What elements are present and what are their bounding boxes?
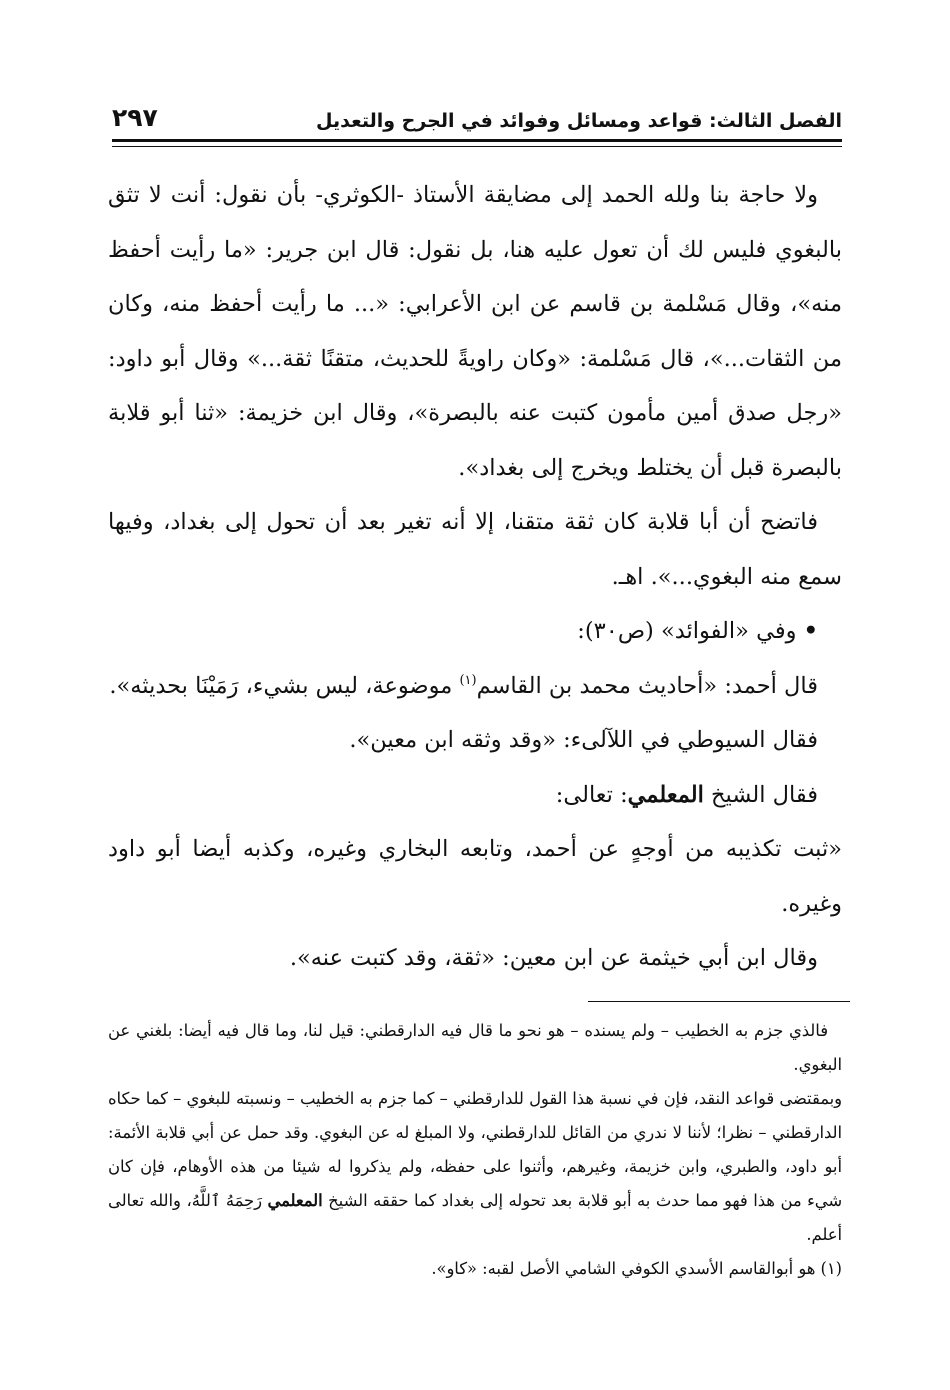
bullet-mark: •: [803, 618, 818, 644]
footnote-continuation-b: [108, 1082, 842, 1252]
footnote-1: (١) هو أبوالقاسم الأسدي الكوفي الشامي الأصل لقبه: «كاو».: [431, 1259, 842, 1278]
ahmad-text-after: موضوعة، ليس بشيء، رَمَيْنَا بحديثه».: [109, 672, 460, 699]
note-b-before: وبمقتضى قواعد النقد، فإن في نسبة هذا القول للدارقطني – كما جزم به الخطيب – ونسبته للبغوي – كما حكاه الدارقطني – نظرا؛ لأننا لا ندري من القائل للدارقطني، ولا المبلغ له عن البغوي. وقد حمل عن أبي قلابة الأئمة: أبو داود، والطبري، وابن خزيمة، وغيرهم، وأثنوا على حفظه، ولم يذكروا له شيئا من هذه الأوهام، فإن كان شيء من هذا فهو مما حدث به أبو قلابة بعد تحوله إلى بغداد كما حققه الشيخ: [108, 1089, 842, 1210]
last-line: وقال ابن أبي خيثمة عن ابن معين: «ثقة، وقد كتبت عنه».: [289, 945, 818, 971]
shaykh-after: : تعالى:: [555, 781, 628, 808]
note-b-name: المعلمي: [267, 1191, 323, 1210]
page-number: ٢٩٧: [112, 103, 158, 132]
footnote-continuation-a: فالذي جزم به الخطيب – ولم يسنده – هو نحو ما قال فيه الدارقطني: قيل لنا، وما قال فيه أيضا: بلغني عن البغوي.: [108, 1021, 842, 1074]
muallimi-quote: «ثبت تكذيبه من أوجهٍ عن أحمد، وتابعه البخاري وغيره، وكذبه أيضا أبو داود وغيره.: [108, 836, 842, 917]
footnote-marker[interactable]: (١): [459, 672, 477, 688]
paragraph-1: ولا حاجة بنا ولله الحمد إلى مضايقة الأستاذ -الكوثري- بأن نقول: أنت لا تثق بالبغوي فليس لك أن تعول عليه هنا، بل نقول: قال ابن جرير: «ما رأيت أحفظ منه»، وقال مَسْلمة بن قاسم عن ابن الأعرابي: «... ما رأيت أحفظ منه، وكان من الثقات...»، قال مَسْلمة: «وكان راويةً للحديث، متقنًا ثقة...» وقال أبو داود: «رجل صدق أمين مأمون كتبت عنه بالبصرة»، وقال ابن خزيمة: «ثنا أبو قلابة بالبصرة قبل أن يختلط ويخرج إلى بغداد».: [108, 182, 842, 481]
suyuti-quote: فقال السيوطي في اللآلىء: «وقد وثقه ابن معين».: [349, 727, 818, 753]
shaykh-name: المعلمي: [627, 781, 704, 808]
shaykh-before: فقال الشيخ: [703, 781, 818, 808]
footnotes: [108, 1014, 842, 1286]
shaykh-line: [108, 768, 842, 823]
chapter-title: الفصل الثالث: قواعد ومسائل وفوائد في الجرح والتعديل: [316, 110, 842, 132]
ahmad-quote: [108, 659, 842, 714]
bullet-line: [108, 604, 842, 659]
ahmad-text-before: قال أحمد: «أحاديث محمد بن القاسم: [476, 672, 818, 699]
header-rule-thin: [112, 146, 842, 147]
footnote-rule: [588, 1001, 850, 1002]
bullet-text: وفي «الفوائد» (ص٣٠):: [577, 618, 797, 644]
paragraph-2: فاتضح أن أبا قلابة كان ثقة متقنا، إلا أنه تغير بعد أن تحول إلى بغداد، وفيها سمع منه البغوي...». اهـ.: [108, 509, 842, 590]
main-text: [108, 168, 842, 986]
running-header: [112, 92, 842, 132]
note-b-after: رَحِمَهُ ٱللَّهُ، والله تعالى أعلم.: [108, 1191, 842, 1244]
header-rule-thick: [112, 139, 842, 142]
